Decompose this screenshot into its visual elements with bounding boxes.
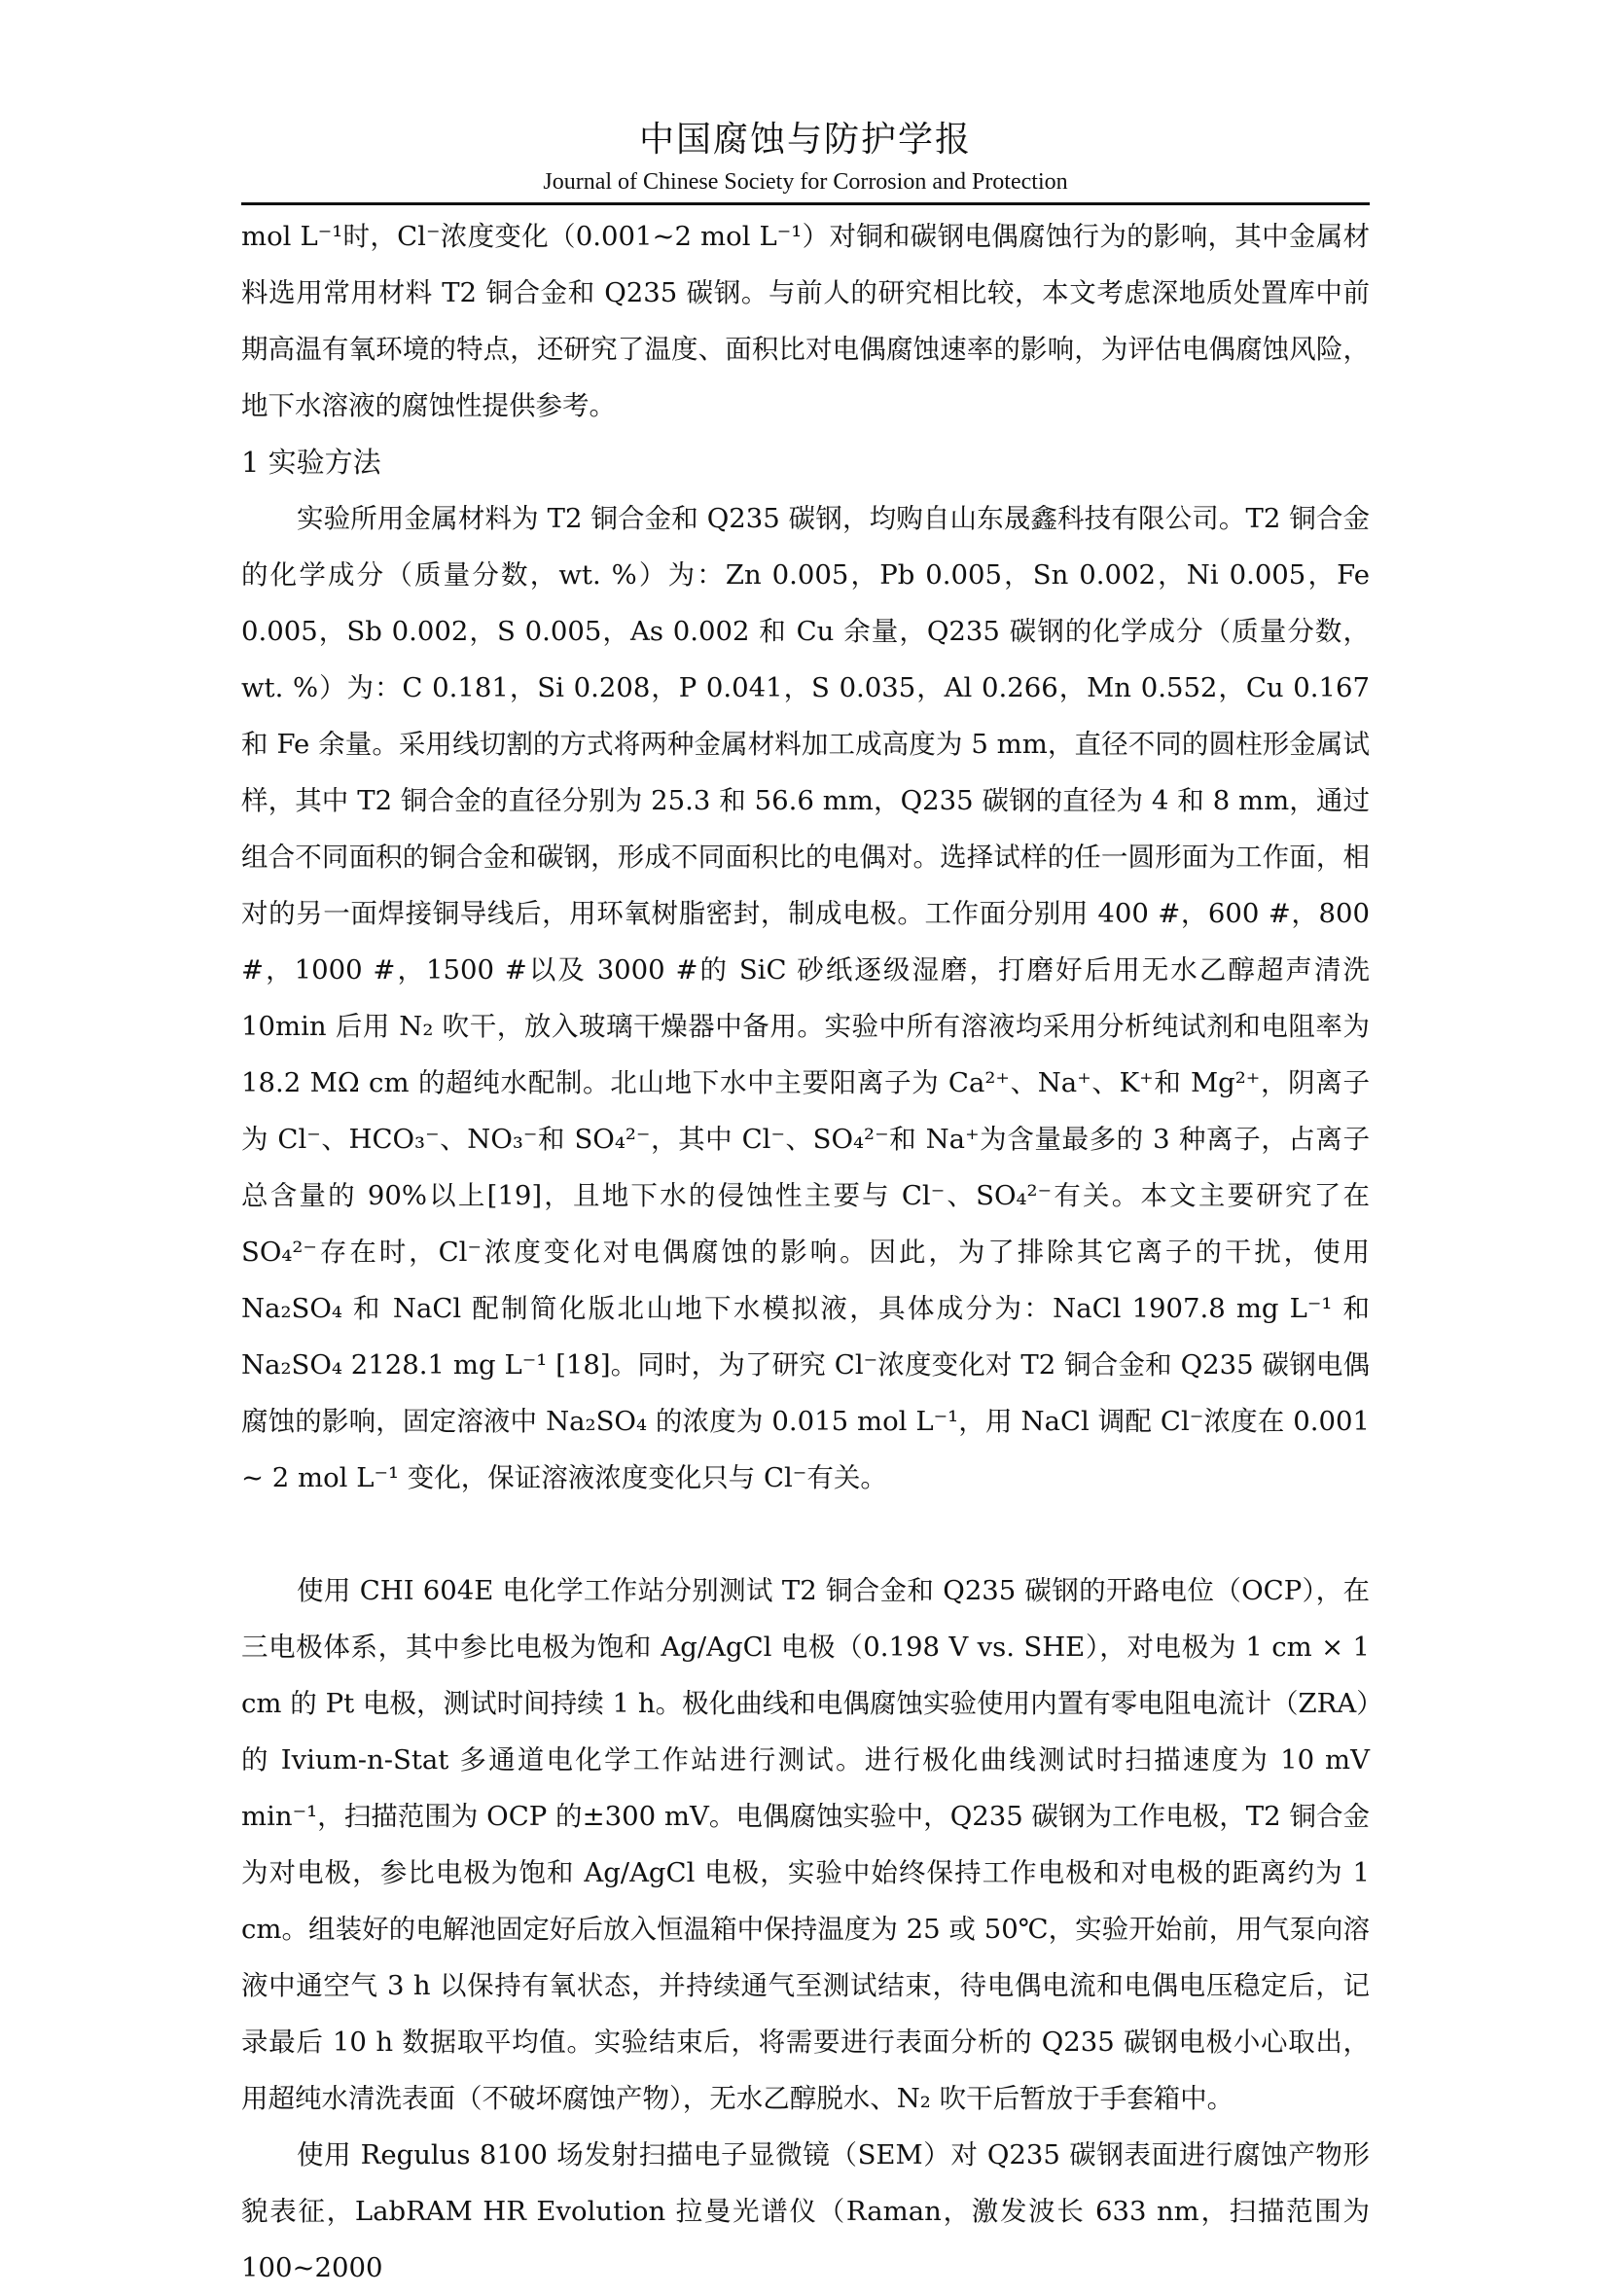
electrochemical-test-paragraph: 使用 CHI 604E 电化学工作站分别测试 T2 铜合金和 Q235 碳钢的开路电位（OCP），在三电极体系，其中参比电极为饱和 Ag/AgCl 电极（0.198 V vs. SHE），对电极为 1 cm × 1 cm 的 Pt 电极，测试时间持续 1 h。极化曲线和电偶腐蚀实验使用内置有零电阻电流计（ZRA）的 Ivium-n-Stat 多通道电化学工作站进行测试。进行极化曲线测试时扫描速度为 10 mV min⁻¹，扫描范围为 OCP 的±300 mV。电偶腐蚀实验中，Q235 碳钢为工作电极，T2 铜合金为对电极，参比电极为饱和 Ag/AgCl 电极，实验中始终保持工作电极和对电极的距离约为 1 cm。组装好的电解池固定好后放入恒温箱中保持温度为 25 或 50℃，实验开始前，用气泵向溶液中通空气 3 h 以保持有氧状态，并持续通气至测试结束，待电偶电流和电偶电压稳定后，记录最后 10 h 数据取平均值。实验结束后，将需要进行表面分析的 Q235 碳钢电极小心取出，用超纯水清洗表面（不破坏腐蚀产物），无水乙醇脱水、N₂ 吹干后暂放于手套箱中。 (241, 1575, 1370, 2114)
paragraph-gap (241, 1506, 1370, 1562)
section-heading-experimental-methods: 1 实验方法 (241, 446, 381, 479)
journal-header (241, 115, 1370, 198)
materials-paragraph: 实验所用金属材料为 T2 铜合金和 Q235 碳钢，均购自山东晟鑫科技有限公司。T2 铜合金的化学成分（质量分数，wt. %）为：Zn 0.005，Pb 0.005，Sn 0.002，Ni 0.005，Fe 0.005，Sb 0.002，S 0.005，As 0.002 和 Cu 余量，Q235 碳钢的化学成分（质量分数，wt. %）为：C 0.181，Si 0.208，P 0.041，S 0.035，Al 0.266，Mn 0.552，Cu 0.167 和 Fe 余量。采用线切割的方式将两种金属材料加工成高度为 5 mm，直径不同的圆柱形金属试样，其中 T2 铜合金的直径分别为 25.3 和 56.6 mm，Q235 碳钢的直径为 4 和 8 mm，通过组合不同面积的铜合金和碳钢，形成不同面积比的电偶对。选择试样的任一圆形面为工作面，相对的另一面焊接铜导线后，用环氧树脂密封，制成电极。工作面分别用 400 #，600 #，800 #，1000 #，1500 #以及 3000 #的 SiC 砂纸逐级湿磨，打磨好后用无水乙醇超声清洗 10min 后用 N₂ 吹干，放入玻璃干燥器中备用。实验中所有溶液均采用分析纯试剂和电阻率为 18.2 MΩ cm 的超纯水配制。北山地下水中主要阳离子为 Ca²⁺、Na⁺、K⁺和 Mg²⁺，阴离子为 Cl⁻、HCO₃⁻、NO₃⁻和 SO₄²⁻，其中 Cl⁻、SO₄²⁻和 Na⁺为含量最多的 3 种离子，占离子总含量的 90%以上[19]，且地下水的侵蚀性主要与 Cl⁻、SO₄²⁻有关。本文主要研究了在 SO₄²⁻存在时，Cl⁻浓度变化对电偶腐蚀的影响。因此，为了排除其它离子的干扰，使用 Na₂SO₄ 和 NaCl 配制简化版北山地下水模拟液，具体成分为：NaCl 1907.8 mg L⁻¹ 和 Na₂SO₄ 2128.1 mg L⁻¹ [18]。同时，为了研究 Cl⁻浓度变化对 T2 铜合金和 Q235 碳钢电偶腐蚀的影响，固定溶液中 Na₂SO₄ 的浓度为 0.015 mol L⁻¹，用 NaCl 调配 Cl⁻浓度在 0.001 ~ 2 mol L⁻¹ 变化，保证溶液浓度变化只与 Cl⁻有关。 (241, 503, 1370, 1493)
journal-title-english: Journal of Chinese Society for Corrosion and Protection (543, 169, 1068, 195)
journal-title-chinese: 中国腐蚀与防护学报 (638, 120, 972, 160)
header-rule (241, 202, 1370, 205)
intro-continuation-paragraph: mol L⁻¹时，Cl⁻浓度变化（0.001~2 mol L⁻¹）对铜和碳钢电偶腐蚀行为的影响，其中金属材料选用常用材料 T2 铜合金和 Q235 碳钢。与前人的研究相比较，本文考虑深地质处置库中前期高温有氧环境的特点，还研究了温度、面积比对电偶腐蚀速率的影响，为评估电偶腐蚀风险，地下水溶液的腐蚀性提供参考。 (241, 221, 1370, 421)
article-body (241, 208, 1370, 2296)
surface-analysis-paragraph: 使用 Regulus 8100 场发射扫描电子显微镜（SEM）对 Q235 碳钢表面进行腐蚀产物形貌表征，LabRAM HR Evolution 拉曼光谱仪（Raman，激发波长 633 nm，扫描范围为 100~2000 (241, 2139, 1370, 2283)
